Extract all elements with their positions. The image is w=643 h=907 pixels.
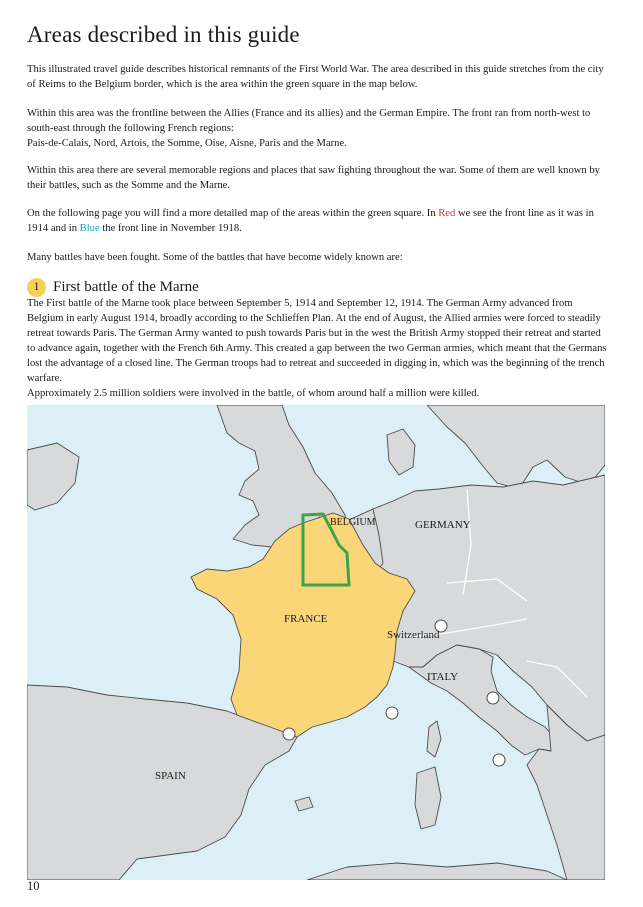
page-number: 10 (27, 879, 40, 893)
intro-paragraph-2-line-1: Within this area was the frontline between the Allies (France and its allies) and the German Empire. The front ran from north-west to south-east through the following French regions: (27, 108, 591, 134)
section-heading-1 (27, 278, 199, 297)
section-1-body-text: The First battle of the Marne took place between September 5, 1914 and September 12, 1914. The German Army advanced from Belgium in early August 1914, broadly according to the Schlieffen Plan. At the end of August, the Allied armies were forced to steadily retreat towards Paris. The German Army wanted to push towards Paris but in the west the British Army stopped their retreat and started to advance again, together with the French 6th Army. This created a gap between the two German armies, which meant that the Germans lost the advantage of a closed line. The German troops had to retreat and succeeded in digging in, which was the beginning of the trench warfare. (27, 298, 607, 384)
city-marker-perpignan (283, 728, 295, 740)
corsica-shape (427, 721, 441, 757)
europe-map (27, 405, 605, 880)
map-svg (27, 405, 605, 880)
denmark-shape (387, 429, 415, 475)
intro-paragraph-2-line-2: Pais-de-Calais, Nord, Artois, the Somme, Oise, Aisne, Paris and the Marne. (27, 138, 347, 149)
intro-paragraph-3: Within this area there are several memorable regions and places that saw fighting throughout the war. Some of them are well known by their battles, such as the Somme and the Marne. (27, 165, 600, 191)
label-italy: ITALY (427, 671, 459, 683)
section-title: First battle of the Marne (53, 279, 199, 295)
label-germany: GERMANY (415, 519, 471, 531)
city-marker-rome (493, 754, 505, 766)
section-1-body-last: Approximately 2.5 million soldiers were involved in the battle, of whom around half a million were killed. (27, 388, 480, 399)
intro-paragraph-2 (27, 106, 607, 151)
red-label: Red (438, 208, 456, 219)
section-1-body (27, 296, 607, 401)
label-switzerland: Switzerland (387, 629, 440, 641)
page-title: Areas described in this guide (27, 22, 300, 47)
p4-text-b: we see the front line as it was in 1914 and in (27, 208, 594, 234)
balearic-island-shape (295, 797, 313, 811)
city-marker-marseille (386, 707, 398, 719)
scandinavia-shape (427, 405, 605, 489)
intro-paragraph-5: Many battles have been fought. Some of the battles that have become widely known are: (27, 252, 403, 263)
p4-text-a: On the following page you will find a more detailed map of the areas within the green square. In (27, 208, 439, 219)
city-marker-florence (487, 692, 499, 704)
label-belgium: BELGIUM (330, 517, 376, 528)
intro-paragraph-4 (27, 206, 607, 236)
label-spain: SPAIN (155, 770, 186, 782)
p4-text-c: the front line in November 1918. (99, 223, 242, 234)
section-number-badge: 1 (27, 278, 46, 297)
label-france: FRANCE (284, 613, 328, 625)
ireland-shape (27, 443, 79, 510)
intro-paragraph-1: This illustrated travel guide describes historical remnants of the First World War. The area described in this guide stretches from the city of Reims to the Belgium border, which is the area within the green square in the map below. (27, 64, 604, 90)
blue-label: Blue (79, 223, 100, 234)
north-africa-shape (307, 863, 567, 880)
sardinia-shape (415, 767, 441, 829)
